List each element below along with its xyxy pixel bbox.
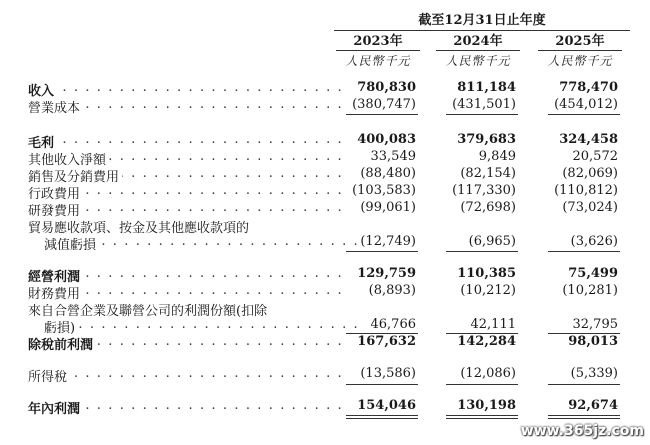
row-label: 財務費用 — [28, 287, 83, 300]
total-double-rule — [446, 415, 518, 419]
cell-2023: 46,766 — [370, 317, 416, 332]
column-year: 2024年 — [436, 30, 520, 51]
cell-2025: (5,339) — [570, 366, 618, 381]
cell-2024: 811,184 — [457, 80, 516, 95]
cell-2024: (431,501) — [452, 97, 516, 112]
subtotal-rule — [346, 251, 418, 252]
row-impairment-label — [0, 217, 650, 234]
cell-2025: (3,626) — [570, 234, 618, 249]
watermark: www.365jz.com — [520, 423, 644, 439]
cell-2025: (73,024) — [562, 200, 618, 215]
cell-2025: 75,499 — [568, 266, 618, 281]
column-header-2025 — [538, 30, 622, 69]
row-profit-for-year — [0, 398, 650, 415]
cell-2024: 379,683 — [457, 132, 516, 147]
row-share-of-profit — [0, 317, 650, 334]
row-cost-of-sales — [0, 97, 650, 114]
cell-2025: (82,069) — [562, 166, 618, 181]
row-label: 銷售及分銷費用 — [28, 170, 122, 183]
cell-2023: 167,632 — [357, 334, 416, 349]
cell-2023: 129,759 — [357, 266, 416, 281]
cell-2024: 142,284 — [457, 334, 516, 349]
row-other-income — [0, 149, 650, 166]
cell-2023: (99,061) — [360, 200, 416, 215]
column-header-2024 — [436, 30, 520, 69]
cell-2023: 154,046 — [357, 398, 416, 413]
column-header-2023 — [336, 30, 420, 69]
cell-2024: 110,385 — [457, 266, 516, 281]
subtotal-rule — [346, 114, 418, 115]
row-label: 所得稅 — [28, 370, 70, 383]
subtotal-rule — [346, 384, 418, 385]
cell-2025: 324,458 — [559, 132, 618, 147]
row-impairment — [0, 234, 650, 251]
cell-2024: (82,154) — [460, 166, 516, 181]
cell-2024: 42,111 — [470, 317, 516, 332]
cell-2025: 778,470 — [559, 80, 618, 95]
cell-2024: (72,698) — [460, 200, 516, 215]
row-label: 毛利 — [28, 136, 57, 149]
row-label: 來自合營企業及聯營公司的利潤份額(扣除 — [28, 304, 270, 317]
row-label: 其他收入淨額 — [28, 153, 109, 166]
row-label: 貿易應收款項、按金及其他應收款項的 — [28, 221, 252, 234]
subtotal-rule — [548, 384, 620, 385]
cell-2024: 130,198 — [457, 398, 516, 413]
subtotal-rule — [446, 384, 518, 385]
row-label: 虧損) — [44, 321, 78, 334]
row-label: 經營利潤 — [28, 270, 83, 283]
cell-2023: (88,480) — [360, 166, 416, 181]
row-operating-profit — [0, 266, 650, 283]
total-double-rule — [548, 415, 620, 419]
cell-2024: (12,086) — [460, 366, 516, 381]
row-label: 研發費用 — [28, 204, 83, 217]
cell-2023: 400,083 — [357, 132, 416, 147]
cell-2024: 9,849 — [478, 149, 516, 164]
subtotal-rule — [548, 251, 620, 252]
row-profit-before-tax — [0, 334, 650, 351]
cell-2024: (117,330) — [452, 183, 516, 198]
cell-2025: (110,812) — [554, 183, 618, 198]
total-double-rule — [346, 415, 418, 419]
row-revenue — [0, 80, 650, 97]
cell-2023: (8,893) — [368, 283, 416, 298]
row-finance-costs — [0, 283, 650, 300]
row-label: 營業成本 — [28, 101, 83, 114]
cell-2023: (380,747) — [352, 97, 416, 112]
row-rd-expenses — [0, 200, 650, 217]
subtotal-rule — [446, 114, 518, 115]
row-label: 收入 — [28, 84, 57, 97]
cell-2023: (12,749) — [360, 234, 416, 249]
row-label: 除稅前利潤 — [28, 338, 96, 351]
column-unit: 人民幣千元 — [445, 54, 511, 68]
row-label: 減值虧損 — [44, 238, 99, 251]
row-gross-profit — [0, 132, 650, 149]
row-share-label — [0, 300, 650, 317]
row-label: 行政費用 — [28, 187, 83, 200]
cell-2023: (103,583) — [352, 183, 416, 198]
column-year: 2023年 — [336, 30, 420, 51]
column-year: 2025年 — [538, 30, 622, 51]
row-selling-expenses — [0, 166, 650, 183]
cell-2023: (13,586) — [360, 366, 416, 381]
subtotal-rule — [446, 251, 518, 252]
column-unit: 人民幣千元 — [345, 54, 411, 68]
cell-2024: (10,212) — [460, 283, 516, 298]
period-header: 截至12月31日止年度 — [334, 9, 630, 31]
row-income-tax — [0, 366, 650, 383]
cell-2025: 20,572 — [572, 149, 618, 164]
cell-2025: (10,281) — [562, 283, 618, 298]
row-admin-expenses — [0, 183, 650, 200]
cell-2025: (454,012) — [554, 97, 618, 112]
cell-2025: 92,674 — [568, 398, 618, 413]
cell-2024: (6,965) — [468, 234, 516, 249]
cell-2023: 33,549 — [370, 149, 416, 164]
subtotal-rule — [548, 114, 620, 115]
cell-2025: 32,795 — [572, 317, 618, 332]
column-unit: 人民幣千元 — [547, 54, 613, 68]
cell-2023: 780,830 — [357, 80, 416, 95]
row-label: 年內利潤 — [28, 402, 83, 415]
cell-2025: 98,013 — [568, 334, 618, 349]
